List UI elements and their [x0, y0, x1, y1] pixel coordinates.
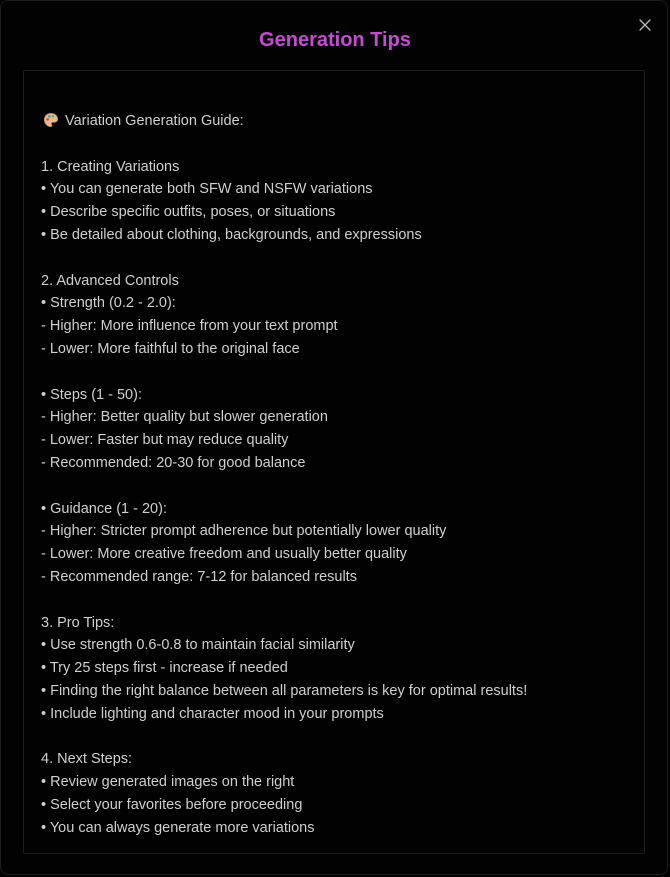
tip-line: • You can generate both SFW and NSFW variations [41, 181, 373, 198]
tip-line: • You can always generate more variations [41, 819, 315, 836]
tip-line: - Lower: Faster but may reduce quality [41, 432, 289, 449]
tip-line: • Include lighting and character mood in your prompts [41, 705, 384, 722]
tip-line: • Describe specific outfits, poses, or situations [41, 204, 336, 221]
tip-line: • Guidance (1 - 20): [41, 500, 167, 517]
spacer-line [41, 133, 527, 156]
tip-line: • Use strength 0.6-0.8 to maintain facial similarity [41, 637, 355, 654]
spacer-line [41, 589, 527, 612]
guide-heading-text: Variation Generation Guide: [65, 113, 244, 129]
spacer-line [41, 726, 527, 749]
tip-line: 3. Pro Tips: [41, 614, 115, 631]
tips-list [41, 110, 527, 840]
tip-line: - Recommended range: 7-12 for balanced results [41, 568, 357, 585]
tip-line: • Strength (0.2 - 2.0): [41, 295, 176, 312]
tip-line: • Be detailed about clothing, backgrounds, and expressions [41, 226, 422, 243]
tip-line: - Higher: More influence from your text prompt [41, 318, 338, 335]
tips-content [23, 70, 645, 854]
spacer-line [41, 475, 527, 498]
palette-icon [43, 112, 59, 128]
tip-line: 1. Creating Variations [41, 158, 180, 175]
modal-title: Generation Tips [259, 29, 411, 51]
guide-heading [41, 110, 527, 133]
tip-line: • Review generated images on the right [41, 774, 295, 791]
spacer-line [41, 247, 527, 270]
spacer-line [41, 361, 527, 384]
tip-line: • Steps (1 - 50): [41, 386, 142, 403]
tip-line: 2. Advanced Controls [41, 272, 179, 289]
tip-line: - Higher: Stricter prompt adherence but potentially lower quality [41, 523, 447, 540]
tip-line: - Recommended: 20-30 for good balance [41, 454, 306, 471]
tip-line: - Lower: More creative freedom and usually better quality [41, 546, 407, 563]
tip-line: • Finding the right balance between all parameters is key for optimal results! [41, 682, 528, 699]
tip-line: 4. Next Steps: [41, 751, 133, 768]
tip-line: • Try 25 steps first - increase if needed [41, 660, 288, 677]
tip-line: - Lower: More faithful to the original face [41, 340, 300, 357]
tip-line: - Higher: Better quality but slower generation [41, 409, 328, 426]
tip-line: • Select your favorites before proceeding [41, 796, 303, 813]
